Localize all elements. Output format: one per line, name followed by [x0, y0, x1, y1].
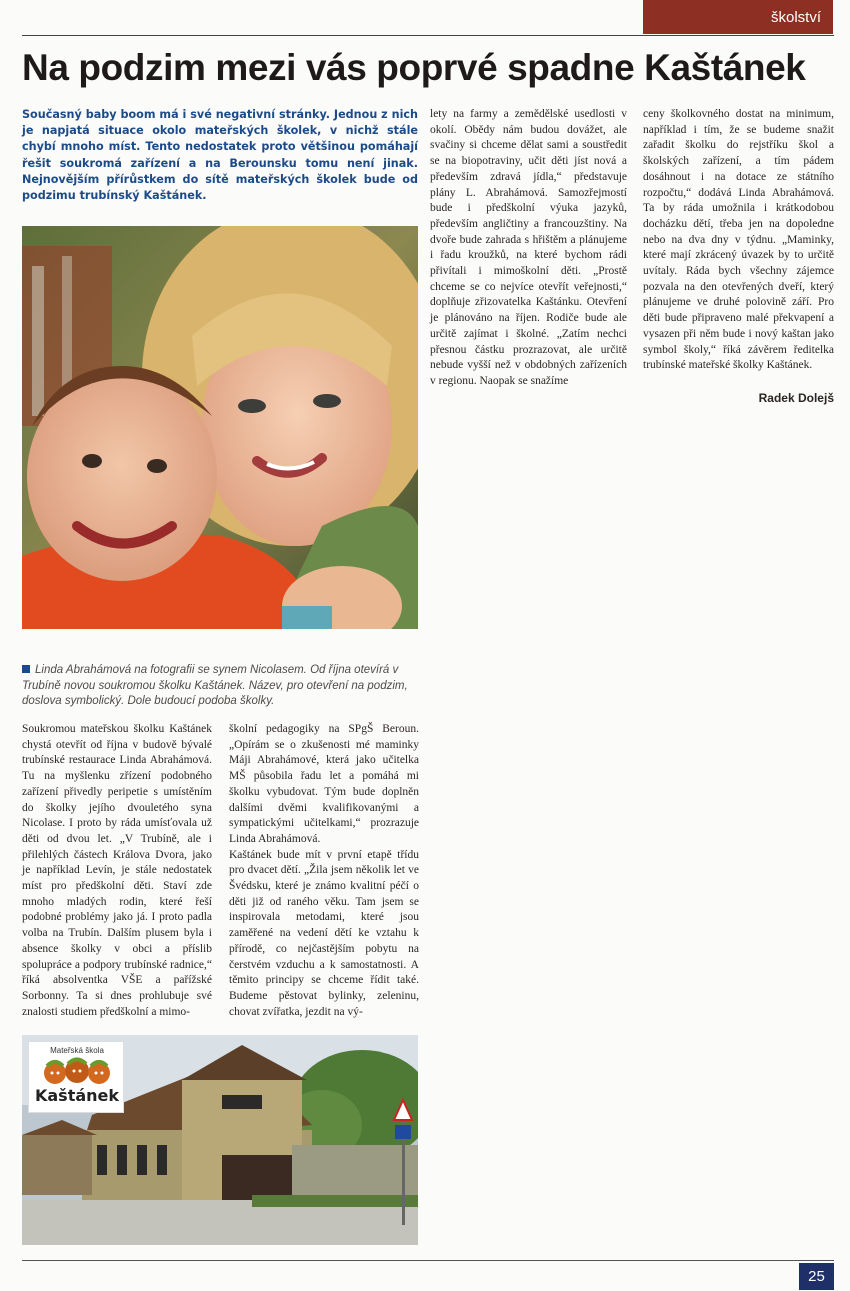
- article-lead: Současný baby boom má i své negativní stránky. Jednou z nich je napjatá situace okolo mateřských školek, v nichž stále chybí mnoho míst. Tento nedostatek proto většinou pomáhají řešit soukromá zařízení a na Berounsku tomu není jinak. Nejnovějším přírůstkem do sítě mateřských školek bude od podzimu trubínský Kaštánek.: [22, 108, 418, 203]
- paragraph: Soukromou mateřskou školku Kaštánek chystá otevřít od října v budově bývalé trubínské restaurace Linda Abrahámová. Tu na myšlenku zřízení podobného zařízení přivedly peripetie s umístěním do školky jejího dvouletého syna Nicolase. I proto by ráda umísťovala už děti od dvou let. „V Trubíně, ale i přilehlých částech Králova Dvora, jako je například Levín, je stále nedostatek míst pro předškolní děti. Staví zde mnoho mladých rodin, které řeší podobné problémy jako já. I proto padla volba na Trubín. Dalším plusem byla i absence školky v obci a příslib spolupráce a podpory trubínské radnice,“ říká absolventka VŠE a pařížské Sorbonny. Ta si dnes prohlubuje své znalosti studiem předškolní a mimo-: [22, 723, 212, 1018]
- chestnut-characters-icon: [43, 1056, 111, 1086]
- article-headline: Na podzim mezi vás poprvé spadne Kaštánek: [22, 47, 806, 88]
- paragraph: Kaštánek bude mít v první etapě třídu pro dvacet dětí. „Žila jsem několik let ve Švédsku, které je známo kvalitní péčí o děti již od raného věku. Tam jsem se inspirovala metodami, které jsou zaměřené na vedení dětí ke vztahu k přírodě, co nejčastějším pobytu na čerstvém vzduchu a k samostatnosti. A těmito principy se chceme řídit také. Budeme pěstovat bylinky, zeleninu, chovat zvířatka, jezdit na vý-: [229, 848, 419, 1018]
- top-divider: [22, 35, 834, 36]
- article-column-2-top: [430, 107, 627, 390]
- paragraph: lety na farmy a zemědělské usedlosti v okolí. Obědy nám budou dovážet, ale svačiny si chceme dělat sami a soustředit se na biopotraviny, učit děti jíst nová a především zdravá jídla,“ představuje plány L. Abrahámová. Samozřejmostí bude i předškolní výuka jazyků, především angličtiny a francouzštiny. Na dvoře bude zahrada s hřištěm a plánujeme i řadu kroužků, na které bychom rádi přivítali i mimoškolní děti. „Prostě chceme se co nejvíce otevřít veřejnosti,“ doplňuje zřizovatelka Kaštánku. Otevření je plánováno na říjen. Rodiče bude ale určitě zajímat i školné. „Zatím nechci přesnou částku prozrazovat, ale určitě nebude vyšší než v obdobných zařízeních v regionu. Naopak se snažíme: [430, 108, 627, 387]
- page-number: 25: [799, 1263, 834, 1290]
- section-label: školství: [643, 0, 833, 34]
- logo-subtitle: Mateřská škola: [50, 1046, 104, 1055]
- kindergarten-logo: [28, 1041, 124, 1113]
- author-byline: Radek Dolejš: [758, 391, 834, 405]
- photo-caption: [22, 663, 418, 710]
- logo-name: Kaštánek: [34, 1086, 120, 1105]
- article-column-1: [22, 722, 212, 1020]
- paragraph: ceny školkovného dostat na minimum, například i tím, že se budeme snažit zařadit školku do rejstříku škol a školských zařízení, a tím pádem dosáhnout i na dotace ze státního rozpočtu,“ dodává Linda Abrahámová. Ta by ráda umožnila i krátkodobou docházku dětí, třeba jen na dopoledne nebo na dva dny v týdnu. „Maminky, které mají zkrácený úvazek by to určitě uvítaly. Ráda bych všechny zájemce pozvala na den otevřených dveří, který plánujeme ve druhé polovině září. Pro děti bude připraveno malé překvapení a vysazen při něm bude i nový kaštan jako symbol školy,“ říká závěrem ředitelka trubínské mateřské školky Kaštánek.: [643, 108, 834, 372]
- article-column-3: [643, 107, 834, 374]
- portrait-photo: [22, 226, 418, 629]
- photo-caption-text: Linda Abrahámová na fotografii se synem Nicolasem. Od října otevírá v Trubíně novou soukromou školku Kaštánek. Název, pro otevření na podzim, doslova symbolický. Dole budoucí podoba školky.: [22, 664, 408, 707]
- bottom-divider: [22, 1260, 834, 1261]
- caption-marker: [22, 665, 30, 673]
- article-column-2-bottom: [229, 722, 419, 1020]
- paragraph: školní pedagogiky na SPgŠ Beroun. „Opírám se o zkušenosti mé maminky Máji Abrahámové, která jako učitelka MŠ působila řadu let a pomáhá mi školku vybudovat. Tým bude doplněn dalšími dvěmi kvalifikovanými a sympatickými učitelkami,“ prozrazuje Linda Abrahámová.: [229, 723, 419, 845]
